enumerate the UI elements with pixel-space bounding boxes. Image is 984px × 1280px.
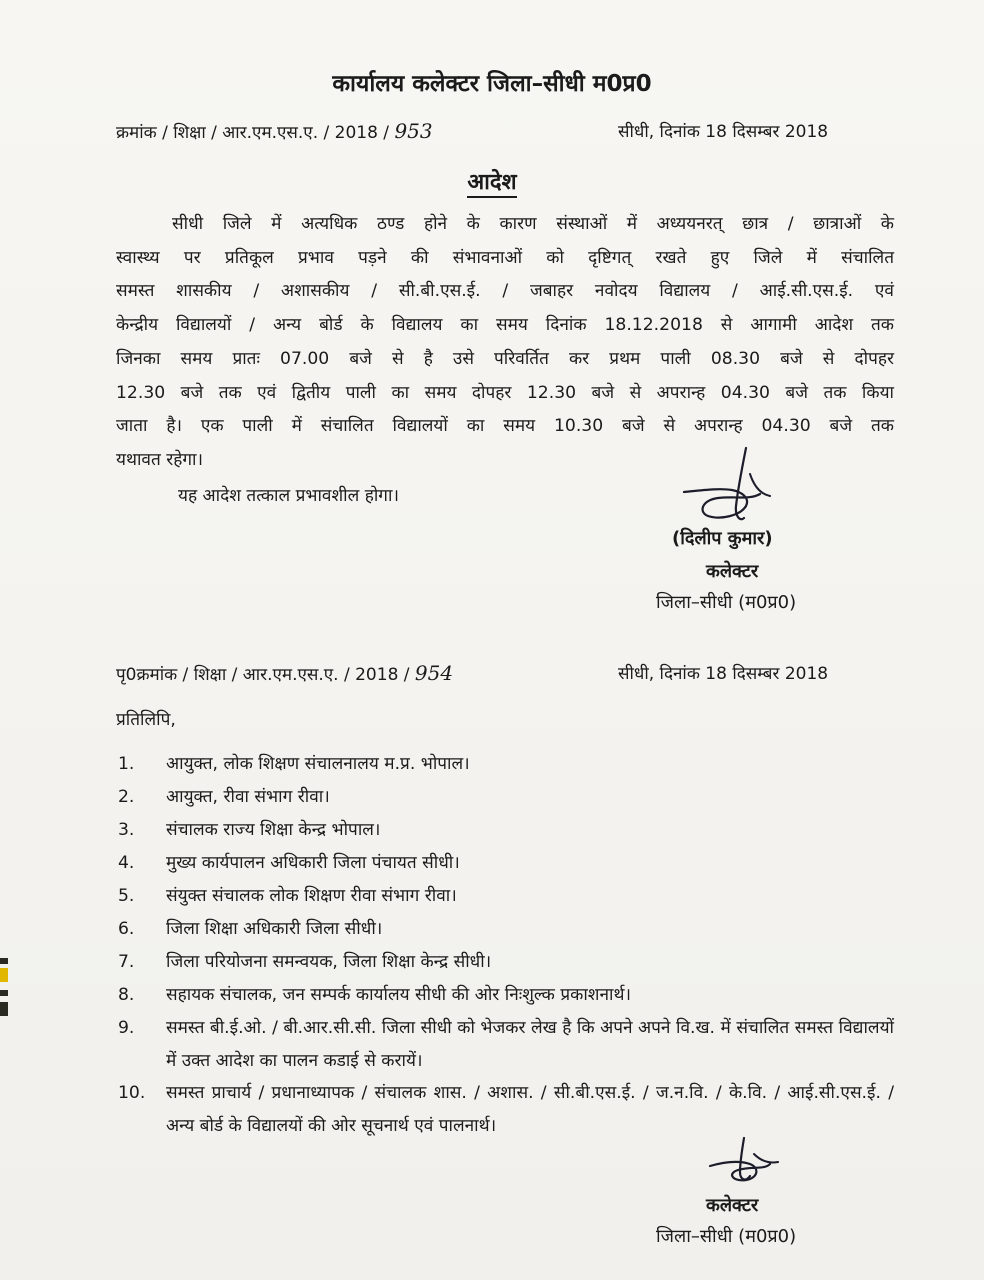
list-item-number: 4. [118, 853, 135, 873]
list-item-text: मुख्य कार्यपालन अधिकारी जिला पंचायत सीधी। [166, 853, 460, 873]
reference-number-handwritten: 953 [394, 119, 433, 143]
paragraph-line: स्वास्थ्य पर प्रतिकूल प्रभाव पड़ने की संभावनाओं को दृष्टिगत् रखते हुए जिले में संचालित [116, 247, 894, 268]
list-item-number: 7. [118, 952, 135, 972]
list-item-number: 10. [118, 1083, 146, 1103]
list-item [118, 847, 894, 880]
list-item-text: आयुक्त, लोक शिक्षण संचालनालय म.प्र. भोपाल। [166, 754, 470, 774]
list-item [118, 814, 894, 847]
list-item-number: 8. [118, 985, 135, 1005]
list-item-number: 3. [118, 820, 135, 840]
reference-number-prefix: क्रमांक / शिक्षा / आर.एम.एस.ए. / 2018 / [116, 123, 395, 143]
office-title: कार्यालय कलेक्टर जिला–सीधी म0प्र0 [332, 71, 652, 97]
list-item [118, 946, 894, 979]
list-item-text: जिला परियोजना समन्वयक, जिला शिक्षा केन्द्र सीधी। [166, 952, 492, 972]
list-item-text: संयुक्त संचालक लोक शिक्षण रीवा संभाग रीवा। [166, 886, 457, 906]
paragraph-line: समस्त शासकीय / अशासकीय / सी.बी.एस.ई. / जबाहर नवोदय विद्यालय / आई.सी.एस.ई. एवं [116, 281, 894, 302]
paragraph-line: 12.30 बजे तक एवं द्वितीय पाली का समय दोपहर 12.30 बजे से अपरान्ह 04.30 बजे तक किया [116, 382, 894, 403]
list-item-text: जिला शिक्षा अधिकारी जिला सीधी। [166, 919, 383, 939]
paragraph-line: सीधी जिले में अत्यधिक ठण्ड होने के कारण संस्थाओं में अध्ययनरत् छात्र / छात्राओं के [172, 214, 894, 234]
list-item-text: समस्त बी.ई.ओ. / बी.आर.सी.सी. जिला सीधी को भेजकर लेख है कि अपने अपने वि.ख. में संचालित समस्त विद्यालयों में उक्त आदेश का पालन कडाई से करायें। [166, 1018, 894, 1071]
list-item [118, 979, 894, 1012]
effect-line: यह आदेश तत्काल प्रभावशील होगा। [178, 486, 399, 506]
list-item-number: 9. [118, 1018, 135, 1038]
list-item [118, 880, 894, 913]
signatory-name: (दिलीप कुमार) [672, 528, 773, 549]
edge-binding-mark [0, 968, 8, 982]
paragraph-line: केन्द्रीय विद्यालयों / अन्य बोर्ड के विद्यालय का समय दिनांक 18.12.2018 से आगामी आदेश तक [116, 315, 894, 336]
signature-mark [708, 1136, 788, 1188]
list-item-number: 6. [118, 919, 135, 939]
signatory-district: जिला–सीधी (म0प्र0) [656, 592, 797, 613]
list-item-number: 2. [118, 787, 135, 807]
list-item-text: आयुक्त, रीवा संभाग रीवा। [166, 787, 330, 807]
paragraph-line: जिनका समय प्रातः 07.00 बजे से है उसे परिवर्तित कर प्रथम पाली 08.30 बजे से दोपहर [116, 348, 894, 369]
list-item-text: सहायक संचालक, जन सम्पर्क कार्यालय सीधी की ओर निःशुल्क प्रकाशनार्थ। [166, 985, 631, 1005]
list-item [118, 781, 894, 814]
signatory-district: जिला–सीधी (म0प्र0) [656, 1226, 797, 1247]
order-paragraph [116, 208, 894, 478]
endorsement-place-date: सीधी, दिनांक 18 दिसम्बर 2018 [618, 664, 829, 684]
order-heading-text: आदेश [467, 170, 516, 198]
reference-place-date: सीधी, दिनांक 18 दिसम्बर 2018 [618, 122, 829, 142]
edge-binding-mark [0, 990, 8, 996]
paragraph-line: जाता है। एक पाली में संचालित विद्यालयों का समय 10.30 बजे से अपरान्ह 04.30 बजे तक [116, 416, 894, 437]
list-item-text: समस्त प्राचार्य / प्रधानाध्यापक / संचालक शास. / अशास. / सी.बी.एस.ई. / ज.न.वि. / के.वि. / आई.सी.एस.ई. / अन्य बोर्ड के विद्यालयों की ओर सूचनार्थ एवं पालनार्थ। [166, 1083, 894, 1136]
list-item-number: 1. [118, 754, 135, 774]
paragraph-line: यथावत रहेगा। [116, 449, 204, 470]
edge-binding-mark [0, 1002, 8, 1016]
edge-binding-mark [0, 958, 8, 964]
copy-to-label: प्रतिलिपि, [116, 710, 176, 730]
signatory-designation: कलेक्टर [706, 561, 759, 582]
reference-number [116, 119, 433, 143]
endorsement-number-handwritten: 954 [414, 661, 454, 685]
list-item [118, 1077, 894, 1142]
list-item [118, 1012, 894, 1077]
order-heading [0, 166, 984, 196]
list-item-number: 5. [118, 886, 135, 906]
list-item [118, 913, 894, 946]
list-item [118, 748, 894, 781]
list-item-text: संचालक राज्य शिक्षा केन्द्र भोपाल। [166, 820, 381, 840]
endorsement-number-prefix: पृ0क्रमांक / शिक्षा / आर.एम.एस.ए. / 2018 / [116, 665, 415, 685]
signatory-designation: कलेक्टर [706, 1195, 759, 1216]
copy-to-list [118, 748, 894, 1142]
endorsement-number [116, 661, 453, 685]
